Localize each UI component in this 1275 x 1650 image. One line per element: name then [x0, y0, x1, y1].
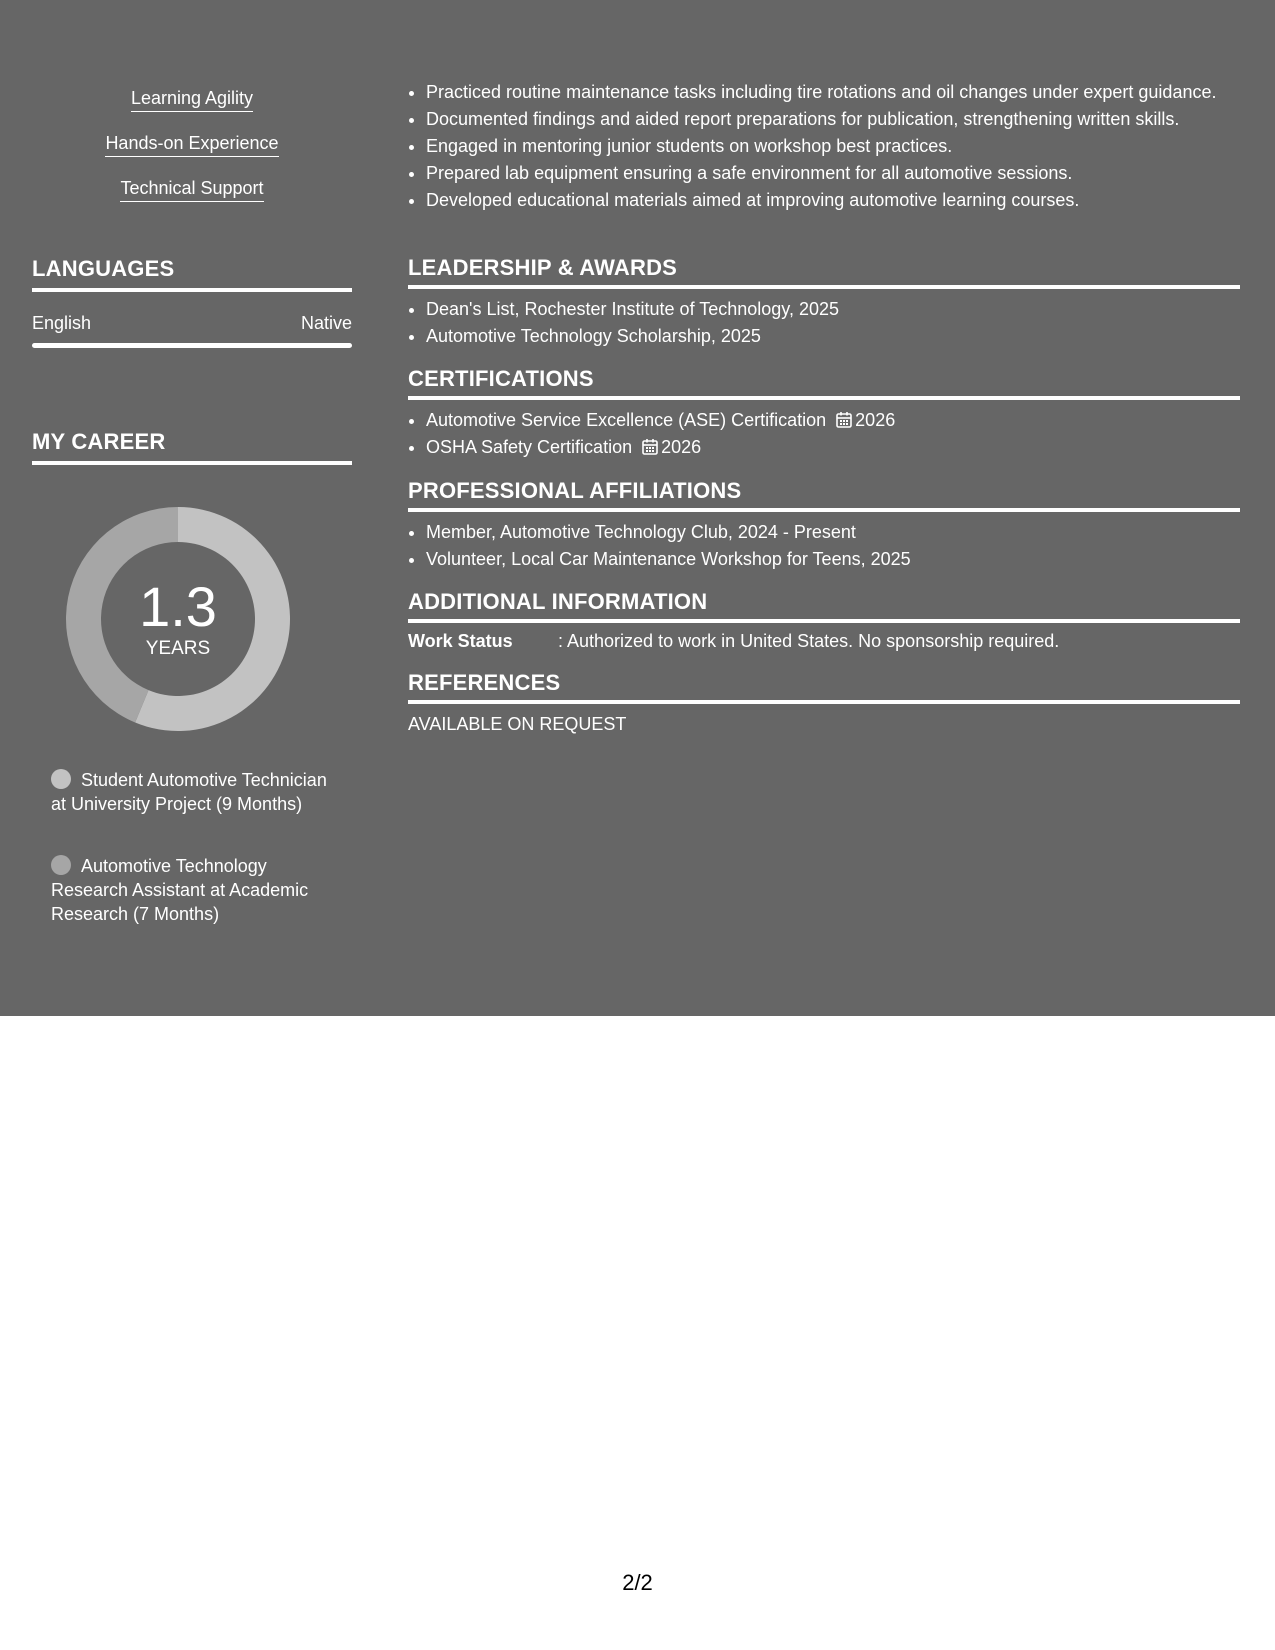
certifications-heading: CERTIFICATIONS [408, 366, 1240, 400]
references-heading: REFERENCES [408, 670, 1240, 704]
work-status-value: : Authorized to work in United States. No sponsorship required. [558, 631, 1060, 651]
list-item: • Developed educational materials aimed at improving automotive learning courses. [426, 188, 1240, 212]
language-name: English [32, 313, 92, 333]
certification-year: 2026 [661, 437, 702, 457]
language-row [32, 313, 352, 334]
leadership-heading: LEADERSHIP & AWARDS [408, 255, 1240, 289]
calendar-icon [642, 438, 658, 455]
calendar-icon [836, 411, 852, 428]
career-total-value: 1.3 [139, 575, 217, 638]
list-item: • Prepared lab equipment ensuring a safe environment for all automotive sessions. [426, 161, 1240, 185]
affiliations-list [408, 520, 1240, 574]
list-item: • Volunteer, Local Car Maintenance Workshop for Teens, 2025 [426, 547, 1240, 571]
list-item: • Member, Automotive Technology Club, 2024 - Present [426, 520, 1240, 544]
work-status-row [408, 631, 1240, 652]
skill-item: Hands-on Experience [32, 133, 352, 154]
career-legend-item: Automotive Technology Research Assistant at Academic Research (7 Months) [51, 856, 309, 924]
language-level: Native [300, 313, 352, 333]
career-total-unit: YEARS [145, 638, 211, 659]
work-status-label: Work Status [408, 631, 513, 651]
additional-info-heading: ADDITIONAL INFORMATION [408, 589, 1240, 623]
legend-dot-icon [51, 855, 71, 875]
experience-bullets [408, 80, 1240, 215]
list-item: • Automotive Service Excellence (ASE) Certification 2026 [426, 408, 1240, 432]
list-item: • Documented findings and aided report preparations for publication, strengthening written skills. [426, 107, 1240, 131]
leadership-list [408, 297, 1240, 351]
certifications-list [408, 408, 1240, 462]
certification-year: 2026 [855, 410, 896, 430]
list-item: • Automotive Technology Scholarship, 2025 [426, 324, 1240, 348]
languages-heading: LANGUAGES [32, 256, 352, 292]
career-total [66, 507, 290, 731]
career-legend-item: Student Automotive Technician at University Project (9 Months) [51, 770, 327, 814]
skill-item: Learning Agility [32, 88, 352, 109]
language-level-bar [32, 343, 352, 348]
references-text: AVAILABLE ON REQUEST [408, 714, 627, 734]
list-item: • Practiced routine maintenance tasks including tire rotations and oil changes under expert guidance. [426, 80, 1240, 104]
skill-item: Technical Support [32, 178, 352, 199]
list-item: • Engaged in mentoring junior students on workshop best practices. [426, 134, 1240, 158]
page-number: 2/2 [622, 1570, 653, 1595]
affiliations-heading: PROFESSIONAL AFFILIATIONS [408, 478, 1240, 512]
career-heading: MY CAREER [32, 429, 352, 465]
list-item: • Dean's List, Rochester Institute of Technology, 2025 [426, 297, 1240, 321]
legend-dot-icon [51, 769, 71, 789]
list-item: • OSHA Safety Certification 2026 [426, 435, 1240, 459]
